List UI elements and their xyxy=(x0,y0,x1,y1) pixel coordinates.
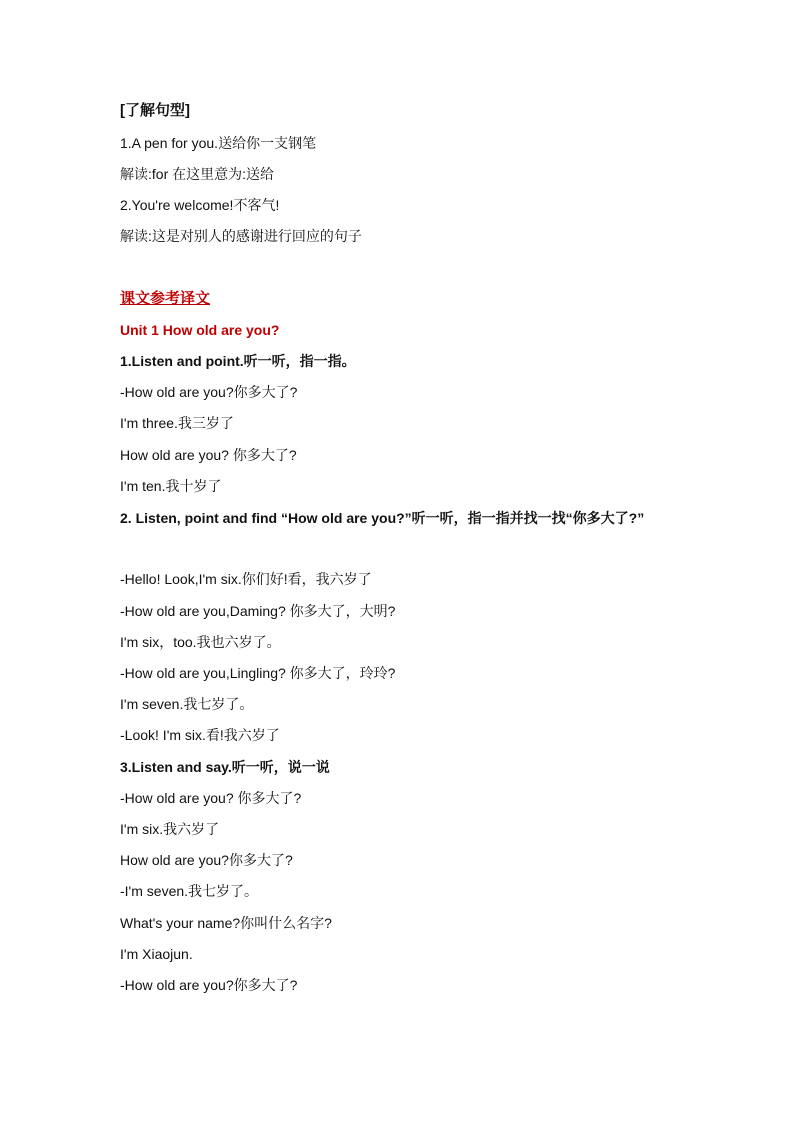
dialogue-line: How old are you? 你多大了? xyxy=(120,447,297,463)
dialogue-line: -I'm seven.我七岁了。 xyxy=(120,883,259,899)
sentence-line: 解读:这是对别人的感谢进行回应的句子 xyxy=(120,228,362,244)
part-title: 2. Listen, point and find “How old are you?”听一听，指一指并找一找“你多大了?” xyxy=(120,510,645,526)
dialogue-line: I'm seven.我七岁了。 xyxy=(120,696,254,712)
dialogue-line: -How old are you?你多大了? xyxy=(120,384,298,400)
dialogue-line: I'm six，too.我也六岁了。 xyxy=(120,634,281,650)
dialogue-line: -Look! I'm six.看!我六岁了 xyxy=(120,727,280,743)
unit-title: Unit 1 How old are you? xyxy=(120,322,280,338)
dialogue-line: -How old are you? 你多大了? xyxy=(120,790,302,806)
sentence-line: 2.You're welcome!不客气! xyxy=(120,197,280,213)
section-heading-translation: 课文参考译文 xyxy=(120,290,211,307)
dialogue-line: -Hello! Look,I'm six.你们好!看，我六岁了 xyxy=(120,571,372,587)
dialogue-line: -How old are you?你多大了? xyxy=(120,977,298,993)
dialogue-line: -How old are you,Lingling? 你多大了，玲玲? xyxy=(120,665,396,681)
dialogue-line: I'm ten.我十岁了 xyxy=(120,478,222,494)
section-heading-sentence-patterns: [了解句型] xyxy=(120,102,190,119)
dialogue-line: What's your name?你叫什么名字? xyxy=(120,915,332,931)
dialogue-line: I'm three.我三岁了 xyxy=(120,415,234,431)
sentence-line: 1.A pen for you.送给你一支钢笔 xyxy=(120,135,317,151)
dialogue-line: I'm six.我六岁了 xyxy=(120,821,220,837)
sentence-line: 解读:for 在这里意为:送给 xyxy=(120,166,275,182)
dialogue-line: I'm Xiaojun. xyxy=(120,946,193,962)
part-title: 1.Listen and point.听一听，指一指。 xyxy=(120,353,356,369)
dialogue-line: How old are you?你多大了? xyxy=(120,852,293,868)
part-title: 3.Listen and say.听一听，说一说 xyxy=(120,759,330,775)
dialogue-line: -How old are you,Daming? 你多大了，大明? xyxy=(120,603,396,619)
